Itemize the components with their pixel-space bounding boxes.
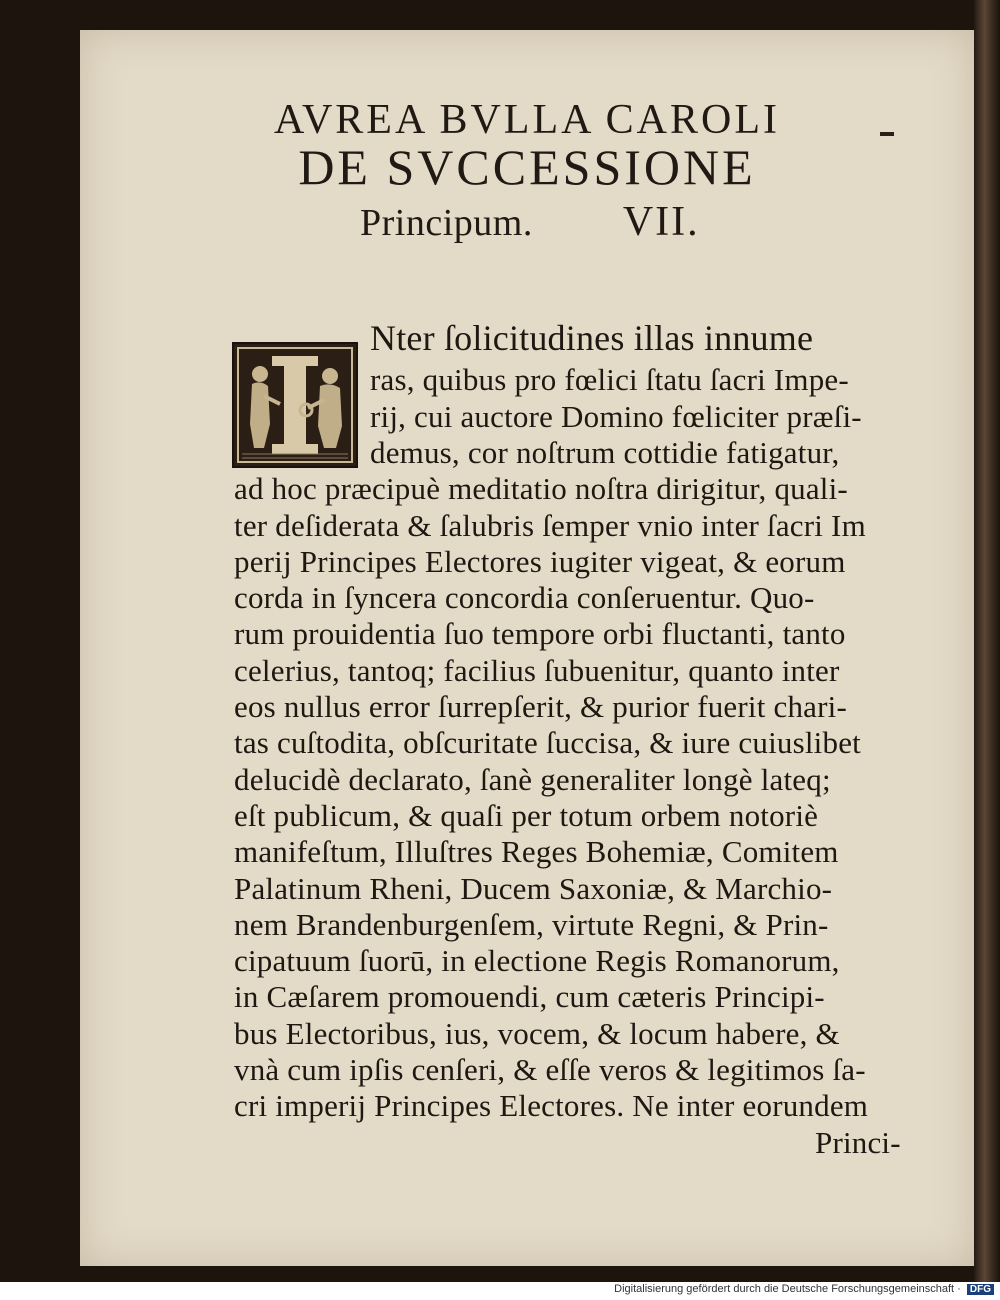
body-text bbox=[80, 30, 974, 1266]
heading-principum: Principum. bbox=[360, 202, 533, 244]
text-line: ras, quibus pro fœlici ſtatu ſacri Impe- bbox=[370, 362, 849, 398]
text-line: in Cæſarem promouendi, cum cæteris Principi- bbox=[234, 979, 825, 1015]
text-line: nem Brandenburgenſem, virtute Regni, & Prin- bbox=[234, 906, 829, 942]
text-line: ter deſiderata & ſalubris ſemper vnio inter ſacri Im bbox=[234, 507, 866, 543]
footer-credit: Digitalisierung gefördert durch die Deutsche Forschungsgemeinschaft · DFG bbox=[614, 1283, 994, 1295]
text-line: cri imperij Principes Electores. Ne inter eorundem bbox=[234, 1088, 869, 1124]
book-page bbox=[80, 30, 974, 1266]
heading-line-1: AVREA BVLLA CAROLI bbox=[274, 97, 780, 143]
book-edge bbox=[974, 0, 1000, 1282]
text-line: Palatinum Rheni, Ducem Saxoniæ, & Marchio- bbox=[234, 870, 833, 906]
text-line: demus, cor noſtrum cottidie fatigatur, bbox=[370, 434, 840, 470]
text-line: celerius, tantoq; facilius ſubuenitur, quanto inter bbox=[234, 652, 840, 688]
text-line: rum prouidentia ſuo tempore orbi fluctanti, tanto bbox=[234, 616, 846, 652]
chapter-number: VII. bbox=[622, 199, 700, 245]
text-line: rij, cui auctore Domino fœliciter præſi- bbox=[370, 398, 862, 434]
text-line: eos nullus error ſurrepſerit, & purior fuerit chari- bbox=[234, 689, 847, 724]
text-line: perij Principes Electores iugiter vigeat, & eorum bbox=[234, 543, 846, 579]
text-line: bus Electoribus, ius, vocem, & locum habere, & bbox=[234, 1015, 840, 1051]
text-line: vnà cum ipſis cenſeri, & eſſe veros & legitimos ſa- bbox=[234, 1052, 866, 1087]
text-line: eſt publicum, & quaſi per totum orbem notoriè bbox=[234, 797, 819, 833]
text-line: manifeſtum, Illuſtres Reges Bohemiæ, Comitem bbox=[234, 834, 839, 870]
text-line: Nter ſolicitudines illas innume bbox=[370, 318, 814, 358]
dfg-logo: DFG bbox=[967, 1284, 994, 1295]
heading-line-2: DE SVCCESSIONE bbox=[298, 139, 756, 195]
text-line: Princi- bbox=[815, 1124, 901, 1160]
text-line: delucidè declarato, ſanè generaliter longè lateq; bbox=[234, 761, 831, 797]
text-line: tas cuſtodita, obſcuritate ſuccisa, & iure cuiuslibet bbox=[234, 725, 861, 761]
text-line: corda in ſyncera concordia conſeruentur. Quo- bbox=[234, 580, 815, 616]
footer-text: Digitalisierung gefördert durch die Deutsche Forschungsgemeinschaft bbox=[614, 1283, 955, 1295]
text-line: ad hoc præcipuè meditatio noſtra dirigitur, quali- bbox=[234, 471, 848, 507]
text-line: cipatuum ſuorū, in electione Regis Romanorum, bbox=[234, 943, 840, 979]
